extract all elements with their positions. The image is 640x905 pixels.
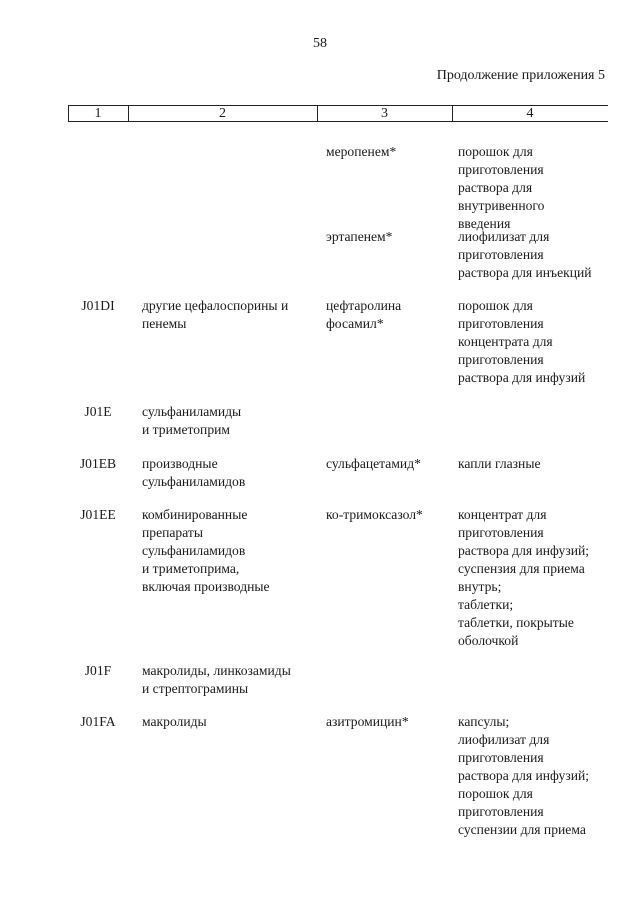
- group-name: [142, 662, 317, 698]
- column-header-4: 4: [526, 106, 534, 121]
- drug-name: эртапенем*: [326, 229, 393, 244]
- dosage-form-line: приготовления: [458, 352, 544, 367]
- dosage-form-line: суспензия для приема: [458, 561, 585, 576]
- dosage-form-line: таблетки, покрытые: [458, 615, 574, 630]
- dosage-form-line: концентрата для: [458, 334, 553, 349]
- drug-name: ко-тримоксазол*: [326, 507, 423, 522]
- dosage-form-line: раствора для инфузий;: [458, 768, 590, 783]
- continuation-title: Продолжение приложения 5: [436, 68, 605, 83]
- group-name-line: комбинированные: [142, 507, 248, 522]
- drug-name-line: фосамил*: [326, 316, 384, 331]
- atc-code: J01DI: [81, 298, 115, 313]
- dosage-form-line: суспензии для приема: [458, 822, 586, 837]
- group-name-line: пенемы: [142, 316, 187, 331]
- dosage-forms: [458, 713, 608, 839]
- atc-code: J01EB: [79, 456, 117, 471]
- dosage-form-line: раствора для инъекций: [458, 265, 592, 280]
- group-name-line: макролиды: [142, 714, 207, 729]
- page-number: 58: [313, 36, 327, 51]
- dosage-form-line: капсулы;: [458, 714, 510, 729]
- group-name-line: и триметоприма,: [142, 561, 240, 576]
- group-name-line: и триметоприм: [142, 422, 230, 437]
- dosage-form-line: введения: [458, 216, 511, 231]
- dosage-form-line: приготовления: [458, 316, 544, 331]
- atc-code: J01FA: [80, 714, 116, 729]
- group-name: [142, 713, 317, 731]
- dosage-form-line: концентрат для: [458, 507, 547, 522]
- header-bottom-rule: [68, 121, 608, 122]
- dosage-form-line: внутривенного: [458, 198, 545, 213]
- group-name-line: сульфаниламидов: [142, 543, 246, 558]
- drug-name: сульфацетамид*: [326, 456, 421, 471]
- dosage-form-line: внутрь;: [458, 579, 502, 594]
- drug-name-line: цефтаролина: [326, 298, 402, 313]
- atc-code: J01E: [84, 404, 112, 419]
- drug-name: азитромицин*: [326, 714, 409, 729]
- drug-name: меропенем*: [326, 144, 397, 159]
- group-name: [142, 403, 317, 439]
- column-header-2: 2: [219, 106, 226, 121]
- group-name-line: сульфаниламидов: [142, 474, 246, 489]
- group-name-line: производные: [142, 456, 218, 471]
- group-name-line: другие цефалоспорины и: [142, 298, 289, 313]
- column-header-3: 3: [381, 106, 388, 121]
- group-name-line: препараты: [142, 525, 203, 540]
- dosage-form-line: приготовления: [458, 804, 544, 819]
- atc-code: J01EE: [80, 507, 116, 522]
- dosage-form-line: капли глазные: [458, 456, 541, 471]
- dosage-forms: [458, 506, 608, 650]
- dosage-forms: [458, 143, 608, 233]
- dosage-form-line: приготовления: [458, 162, 544, 177]
- drug-name: [326, 297, 451, 333]
- dosage-forms: [458, 228, 608, 282]
- dosage-form-line: оболочкой: [458, 633, 519, 648]
- dosage-form-line: лиофилизат для: [458, 229, 550, 244]
- dosage-form-line: приготовления: [458, 247, 544, 262]
- dosage-form-line: таблетки;: [458, 597, 514, 612]
- dosage-forms: [458, 455, 608, 473]
- dosage-form-line: лиофилизат для: [458, 732, 550, 747]
- group-name: [142, 297, 317, 333]
- dosage-form-line: приготовления: [458, 525, 544, 540]
- dosage-form-line: порошок для: [458, 144, 533, 159]
- dosage-form-line: порошок для: [458, 298, 533, 313]
- group-name-line: сульфаниламиды: [142, 404, 242, 419]
- dosage-form-line: раствора для инфузий: [458, 370, 586, 385]
- dosage-form-line: приготовления: [458, 750, 544, 765]
- dosage-forms: [458, 297, 608, 387]
- group-name: [142, 506, 317, 596]
- column-header-1: 1: [94, 106, 102, 121]
- dosage-form-line: раствора для инфузий;: [458, 543, 590, 558]
- group-name: [142, 455, 317, 491]
- group-name-line: включая производные: [142, 579, 270, 594]
- group-name-line: макролиды, линкозамиды: [142, 663, 291, 678]
- group-name-line: и стрептограмины: [142, 681, 249, 696]
- atc-code: J01F: [84, 663, 112, 678]
- dosage-form-line: раствора для: [458, 180, 533, 195]
- dosage-form-line: порошок для: [458, 786, 533, 801]
